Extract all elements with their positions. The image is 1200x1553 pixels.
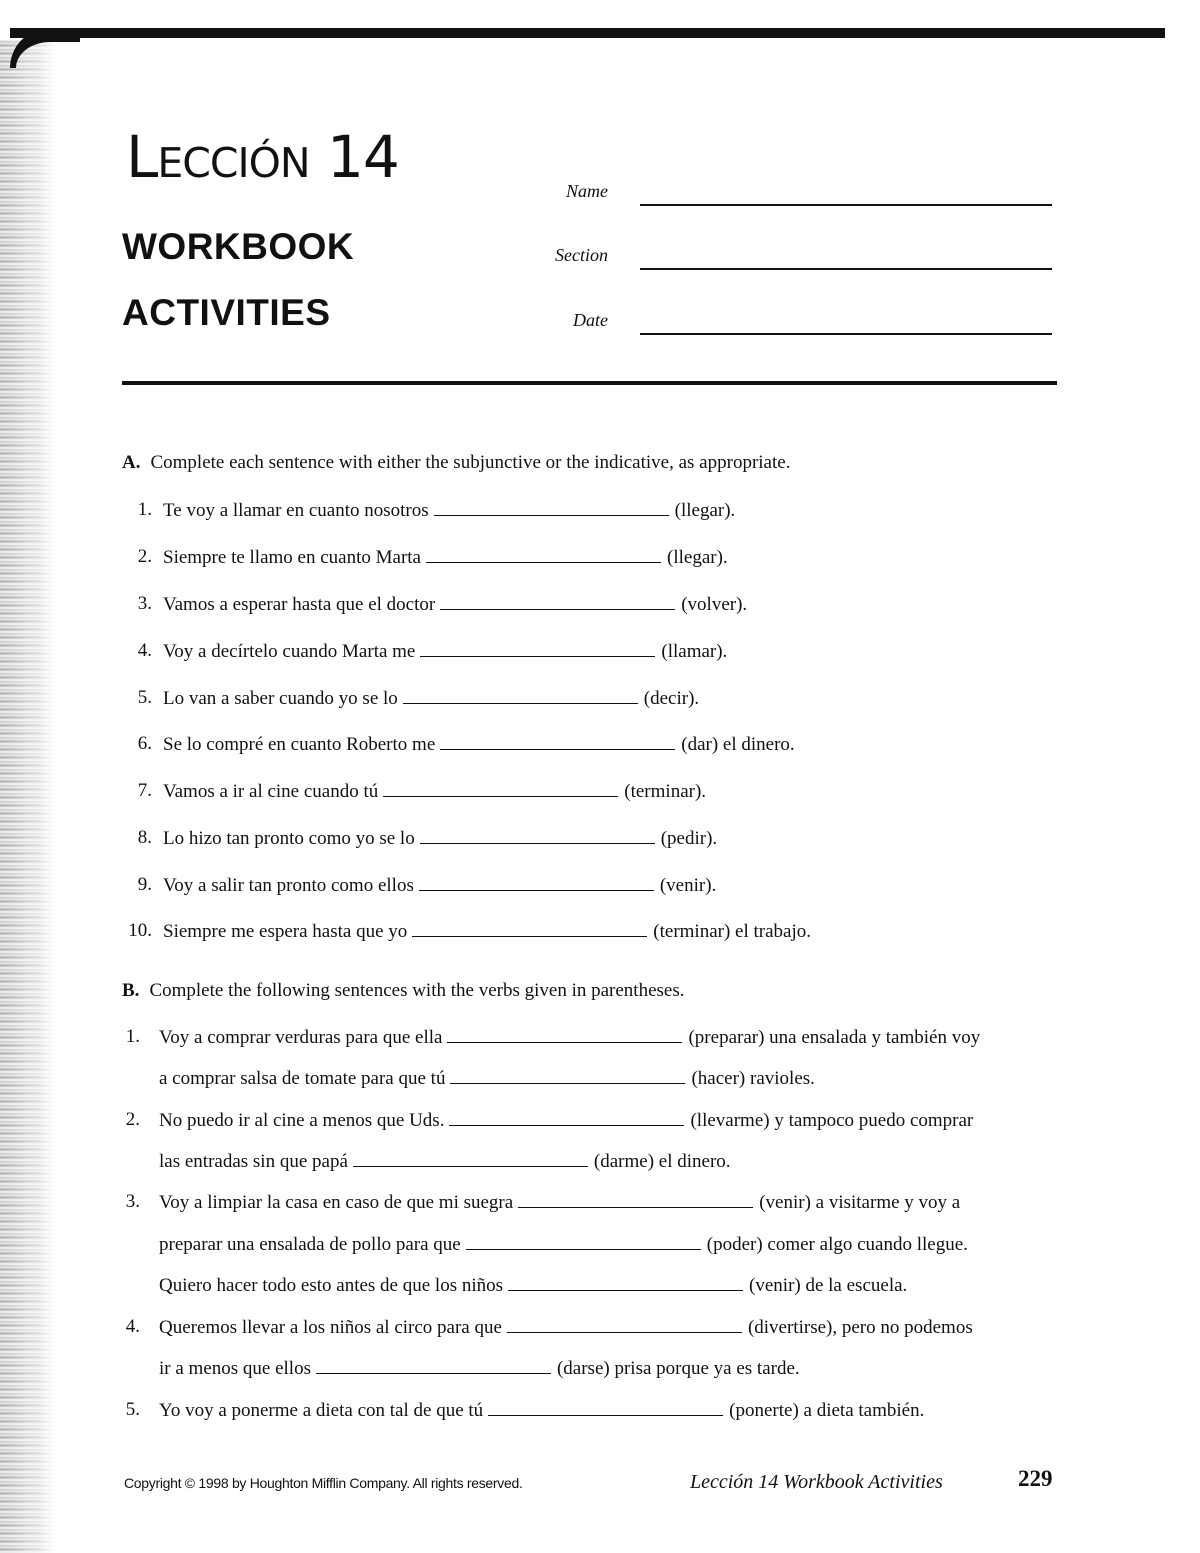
item-number: 2. bbox=[137, 546, 152, 567]
sentence-end: (llamar). bbox=[661, 641, 728, 662]
line-sentence bbox=[159, 1109, 973, 1132]
answer-blank[interactable] bbox=[420, 827, 655, 844]
item-number: 1. bbox=[125, 1026, 140, 1047]
sentence-start: las entradas sin que papá bbox=[159, 1151, 348, 1172]
section-b-letter: B. bbox=[122, 980, 140, 1001]
line-sentence bbox=[159, 1274, 907, 1297]
line-sentence bbox=[159, 1067, 815, 1090]
name-field[interactable] bbox=[540, 176, 1060, 206]
answer-blank[interactable] bbox=[383, 780, 618, 797]
sentence-start: Se lo compré en cuanto Roberto me bbox=[163, 734, 436, 755]
sentence-end: (terminar). bbox=[624, 781, 707, 802]
item-number: 5. bbox=[137, 687, 152, 708]
name-label: Name bbox=[566, 181, 608, 201]
answer-blank[interactable] bbox=[412, 920, 647, 937]
sentence-end: (venir) de la escuela. bbox=[749, 1275, 908, 1296]
answer-blank[interactable] bbox=[434, 499, 669, 516]
sentence-start: Voy a comprar verduras para que ella bbox=[159, 1027, 443, 1048]
sentence-start: Voy a salir tan pronto como ellos bbox=[163, 875, 414, 896]
answer-blank[interactable] bbox=[447, 1026, 682, 1043]
sentence-end: (venir) a visitarme y voy a bbox=[759, 1192, 961, 1213]
sentence-end: (decir). bbox=[643, 688, 700, 709]
sentence-end: (ponerte) a dieta también. bbox=[729, 1400, 925, 1421]
line-sentence bbox=[159, 1233, 968, 1256]
running-footer-title: Lección 14 Workbook Activities bbox=[690, 1471, 943, 1493]
top-border-bar bbox=[10, 28, 1165, 38]
item-number: 4. bbox=[125, 1316, 140, 1337]
item-sentence bbox=[163, 827, 717, 850]
item-number: 4. bbox=[137, 640, 152, 661]
sentence-end: (divertirse), pero no podemos bbox=[747, 1317, 973, 1338]
answer-blank[interactable] bbox=[466, 1233, 701, 1250]
line-sentence bbox=[159, 1399, 924, 1422]
date-line[interactable] bbox=[640, 333, 1052, 335]
answer-blank[interactable] bbox=[426, 546, 661, 563]
answer-blank[interactable] bbox=[419, 874, 654, 891]
item-sentence bbox=[163, 546, 728, 569]
sentence-end: (darme) el dinero. bbox=[593, 1151, 731, 1172]
sentence-end: (darse) prisa porque ya es tarde. bbox=[556, 1358, 800, 1379]
sentence-start: ir a menos que ellos bbox=[159, 1358, 311, 1379]
lesson-title: Lección 14 bbox=[126, 123, 399, 191]
sentence-end: (pedir). bbox=[660, 828, 718, 849]
sentence-end: (preparar) una ensalada y también voy bbox=[688, 1027, 981, 1048]
item-number: 10. bbox=[128, 920, 152, 941]
page-number: 229 bbox=[1018, 1466, 1053, 1491]
line-sentence bbox=[159, 1150, 731, 1173]
name-line[interactable] bbox=[640, 204, 1052, 206]
section-a-instruction: Complete each sentence with either the subjunctive or the indicative, as appropriate. bbox=[150, 452, 791, 473]
item-sentence bbox=[163, 687, 699, 710]
sentence-start: Vamos a esperar hasta que el doctor bbox=[163, 594, 436, 615]
section-a-letter: A. bbox=[122, 452, 141, 473]
section-b-instruction: Complete the following sentences with the verbs given in parentheses. bbox=[149, 980, 685, 1001]
answer-blank[interactable] bbox=[316, 1357, 551, 1374]
section-line[interactable] bbox=[640, 268, 1052, 270]
sentence-end: (poder) comer algo cuando llegue. bbox=[706, 1234, 968, 1255]
sentence-start: Voy a limpiar la casa en caso de que mi suegra bbox=[159, 1192, 514, 1213]
section-field[interactable] bbox=[540, 240, 1060, 270]
sentence-start: Siempre me espera hasta que yo bbox=[163, 921, 408, 942]
sentence-end: (volver). bbox=[681, 594, 748, 615]
answer-blank[interactable] bbox=[488, 1399, 723, 1416]
section-b-heading bbox=[122, 980, 684, 1002]
item-number: 5. bbox=[125, 1399, 140, 1420]
sentence-end: (llegar). bbox=[667, 547, 728, 568]
sentence-end: (hacer) ravioles. bbox=[691, 1068, 815, 1089]
answer-blank[interactable] bbox=[507, 1316, 742, 1333]
item-sentence bbox=[163, 499, 735, 522]
line-sentence bbox=[159, 1316, 973, 1339]
item-number: 6. bbox=[137, 733, 152, 754]
item-number: 7. bbox=[137, 780, 152, 801]
item-number: 2. bbox=[125, 1109, 140, 1130]
item-sentence bbox=[163, 733, 795, 756]
sentence-end: (llegar). bbox=[674, 500, 736, 521]
item-sentence bbox=[163, 593, 747, 616]
copyright-notice: Copyright © 1998 by Houghton Mifflin Company. All rights reserved. bbox=[124, 1475, 523, 1491]
item-number: 3. bbox=[125, 1191, 140, 1212]
sentence-start: Queremos llevar a los niños al circo para que bbox=[159, 1317, 502, 1338]
item-sentence bbox=[163, 920, 811, 943]
sentence-start: Vamos a ir al cine cuando tú bbox=[163, 781, 379, 802]
sentence-end: (venir). bbox=[659, 875, 717, 896]
item-sentence bbox=[163, 640, 727, 663]
line-sentence bbox=[159, 1191, 960, 1214]
sentence-end: (terminar) el trabajo. bbox=[653, 921, 812, 942]
answer-blank[interactable] bbox=[449, 1109, 684, 1126]
item-number: 8. bbox=[137, 827, 152, 848]
section-a-heading bbox=[122, 452, 790, 474]
answer-blank[interactable] bbox=[440, 733, 675, 750]
sentence-start: No puedo ir al cine a menos que Uds. bbox=[159, 1110, 445, 1131]
item-number: 3. bbox=[137, 593, 152, 614]
sentence-start: preparar una ensalada de pollo para que bbox=[159, 1234, 461, 1255]
subtitle-activities: ACTIVITIES bbox=[122, 292, 331, 333]
sentence-start: Lo van a saber cuando yo se lo bbox=[163, 688, 398, 709]
sentence-start: Lo hizo tan pronto como yo se lo bbox=[163, 828, 415, 849]
sentence-start: a comprar salsa de tomate para que tú bbox=[159, 1068, 446, 1089]
subtitle-workbook: WORKBOOK bbox=[122, 226, 355, 267]
line-sentence bbox=[159, 1026, 980, 1049]
item-sentence bbox=[163, 874, 716, 897]
answer-blank[interactable] bbox=[440, 593, 675, 610]
scanned-binding-edge bbox=[0, 40, 56, 1553]
sentence-start: Siempre te llamo en cuanto Marta bbox=[163, 547, 421, 568]
answer-blank[interactable] bbox=[518, 1191, 753, 1208]
answer-blank[interactable] bbox=[353, 1150, 588, 1167]
sentence-end: (llevarme) y tampoco puedo comprar bbox=[690, 1110, 974, 1131]
item-number: 9. bbox=[137, 874, 152, 895]
line-sentence bbox=[159, 1357, 800, 1380]
answer-blank[interactable] bbox=[420, 640, 655, 657]
item-number: 1. bbox=[137, 499, 152, 520]
answer-blank[interactable] bbox=[450, 1067, 685, 1084]
answer-blank[interactable] bbox=[403, 687, 638, 704]
answer-blank[interactable] bbox=[508, 1274, 743, 1291]
section-label: Section bbox=[555, 245, 608, 265]
sentence-end: (dar) el dinero. bbox=[681, 734, 795, 755]
item-sentence bbox=[163, 780, 706, 803]
header-divider bbox=[122, 381, 1057, 385]
sentence-start: Te voy a llamar en cuanto nosotros bbox=[163, 500, 429, 521]
date-field[interactable] bbox=[540, 305, 1060, 335]
date-label: Date bbox=[573, 310, 608, 330]
sentence-start: Quiero hacer todo esto antes de que los niños bbox=[159, 1275, 504, 1296]
sentence-start: Yo voy a ponerme a dieta con tal de que tú bbox=[159, 1400, 484, 1421]
sentence-start: Voy a decírtelo cuando Marta me bbox=[163, 641, 416, 662]
